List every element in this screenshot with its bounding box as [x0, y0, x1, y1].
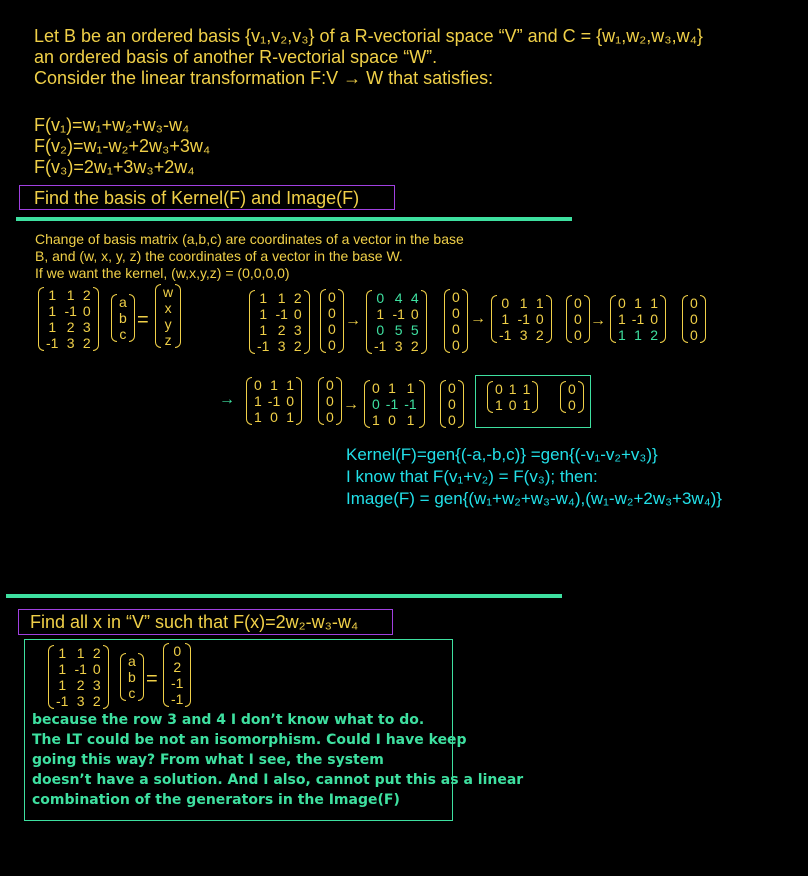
augmented-matrix-b	[366, 290, 427, 354]
matrix-entry: 0	[410, 306, 419, 322]
matrix-entry: -1	[171, 675, 184, 691]
matrix-bracket	[546, 295, 552, 343]
matrix-entry: 0	[173, 643, 182, 659]
matrix-entry: c	[119, 326, 127, 342]
matrix-entry: 0	[618, 295, 626, 311]
matrix-bracket	[700, 295, 706, 343]
matrix-entry: 1	[48, 303, 57, 319]
augmented-matrix-f	[364, 380, 425, 428]
matrix-entry: 0	[495, 381, 503, 397]
matrix-entry: 0	[535, 311, 544, 327]
matrix-entry: -1	[257, 338, 270, 354]
matrix-entry: 1	[286, 409, 295, 425]
matrix-entry: 0	[501, 295, 510, 311]
note-line: If we want the kernel, (w,x,y,z) = (0,0,0,0)	[35, 265, 290, 281]
problem-statement	[34, 26, 703, 89]
matrix-bracket	[129, 294, 135, 342]
matrix-entry: 2	[92, 645, 101, 661]
matrix-entry: 3	[293, 322, 302, 338]
matrix-entry: 2	[277, 322, 286, 338]
matrix-entry: -1	[56, 693, 69, 709]
matrix-entry: 1	[48, 287, 57, 303]
matrix-entry: a	[128, 653, 136, 669]
matrix-entry: 3	[82, 319, 91, 335]
matrix-entry: 1	[634, 295, 642, 311]
comment-line: going this way? From what I see, the system	[32, 752, 384, 768]
arrow-icon: →	[343, 396, 359, 413]
matrix-entry: 2	[650, 327, 659, 343]
matrix-entry: 1	[58, 661, 67, 677]
matrix-entry: 1	[376, 306, 385, 322]
matrix-entry: 5	[394, 322, 403, 338]
matrix-entry: 0	[328, 337, 336, 353]
matrix-entry: 1	[76, 645, 85, 661]
augmented-matrix-a	[249, 290, 310, 354]
matrix-entry: 1	[388, 380, 396, 396]
kernel-answer: Kernel(F)=gen{(-a,-b,c)} =gen{(-v₁-v₂+v₃)}	[346, 445, 658, 464]
matrix-entry: 4	[394, 290, 403, 306]
matrix-entry: y	[164, 316, 172, 332]
comment-line: because the row 3 and 4 I don’t know what to do.	[32, 712, 425, 728]
image-answer: Image(F) = gen{(w₁+w₂+w₃-w₄),(w₁-w₂+2w₃+3w₄)}	[346, 489, 722, 508]
rhs-a	[320, 289, 344, 353]
vector-abc	[111, 294, 135, 342]
system-matrix	[38, 287, 99, 351]
matrix-entry: 2	[82, 335, 91, 351]
work-notes	[35, 231, 464, 282]
augmented-matrix-d	[610, 295, 666, 343]
matrix-entry: 0	[326, 377, 334, 393]
equation: F(v₁)=w₁+w₂+w₃-w₄	[34, 115, 190, 135]
matrix-entry: 1	[254, 409, 262, 425]
problem-line: Consider the linear transformation F:V → W that satisfies:	[34, 68, 494, 88]
augmented-matrix-g	[487, 381, 538, 413]
matrix-entry: 0	[448, 412, 456, 428]
matrix-bracket	[421, 290, 427, 354]
rhs-vector-2	[163, 643, 191, 707]
vector-wxyz	[155, 284, 181, 348]
problem-line: Let B be an ordered basis {v₁,v₂,v₃} of a R-vectorial space “V” and C = {w₁,w₂,w₃,w₄}	[34, 26, 703, 46]
matrix-entry: 0	[448, 380, 456, 396]
comment-line: doesn’t have a solution. And I also, cannot put this as a linear	[32, 772, 524, 788]
matrix-entry: 0	[690, 311, 698, 327]
matrix-entry: 0	[328, 289, 336, 305]
matrix-entry: 0	[92, 661, 101, 677]
matrix-entry: 0	[448, 396, 456, 412]
matrix-entry: 3	[76, 693, 85, 709]
matrix-entry: -1	[267, 393, 281, 409]
matrix-entry: 0	[690, 327, 698, 343]
matrix-entry: 0	[574, 327, 582, 343]
matrix-entry: 0	[508, 397, 517, 413]
matrix-entry: 0	[388, 412, 396, 428]
matrix-entry: 1	[286, 377, 295, 393]
arrow-icon: →	[219, 391, 235, 408]
matrix-entry: 0	[568, 381, 576, 397]
matrix-entry: 0	[372, 380, 380, 396]
matrix-entry: c	[128, 685, 136, 701]
matrix-bracket	[338, 289, 344, 353]
matrix-bracket	[532, 381, 538, 413]
matrix-entry: 1	[270, 377, 278, 393]
note-line: B, and (w, x, y, z) the coordinates of a vector in the base W.	[35, 248, 403, 264]
matrix-entry: 3	[92, 677, 101, 693]
matrix-entry: 1	[58, 645, 67, 661]
matrix-entry: 1	[254, 393, 262, 409]
matrix-entry: 3	[519, 327, 528, 343]
matrix-entry: 1	[495, 397, 503, 413]
matrix-entry: 0	[293, 306, 302, 322]
matrix-entry: 1	[277, 290, 286, 306]
matrix-entry: 0	[574, 311, 582, 327]
matrix-entry: -1	[385, 396, 399, 412]
matrix-entry: 2	[66, 319, 75, 335]
matrix-entry: 0	[254, 377, 262, 393]
matrix-entry: x	[164, 300, 172, 316]
matrix-entry: -1	[404, 396, 417, 412]
rhs-c	[566, 295, 590, 343]
matrix-bracket	[660, 295, 666, 343]
matrix-entry: 1	[406, 412, 415, 428]
matrix-entry: 2	[535, 327, 544, 343]
matrix-entry: 4	[410, 290, 419, 306]
matrix-entry: 2	[76, 677, 85, 693]
matrix-entry: 1	[634, 327, 642, 343]
note-line: Change of basis matrix (a,b,c) are coordinates of a vector in the base	[35, 231, 464, 247]
matrix-entry: 0	[452, 289, 460, 305]
matrix-entry: 1	[618, 311, 626, 327]
matrix-bracket	[138, 653, 144, 701]
matrix-entry: 1	[259, 306, 268, 322]
matrix-entry: 1	[259, 290, 268, 306]
matrix-bracket	[336, 377, 342, 425]
matrix-entry: 0	[326, 393, 334, 409]
matrix-bracket	[578, 381, 584, 413]
matrix-entry: 0	[452, 305, 460, 321]
matrix-entry: -1	[374, 338, 387, 354]
matrix-entry: 5	[410, 322, 419, 338]
augmented-matrix-e	[246, 377, 302, 425]
matrix-entry: 2	[410, 338, 419, 354]
matrix-bracket	[462, 289, 468, 353]
matrix-entry: b	[119, 310, 127, 326]
arrow-icon: →	[590, 312, 606, 329]
matrix-bracket	[175, 284, 181, 348]
answer-1	[346, 444, 722, 510]
augmented-matrix-c	[491, 295, 552, 343]
matrix-entry: -1	[64, 303, 77, 319]
equation: F(v₂)=w₁-w₂+2w₃+3w₄	[34, 136, 211, 156]
equations	[34, 115, 210, 178]
matrix-entry: -1	[392, 306, 405, 322]
matrix-entry: 1	[501, 311, 510, 327]
matrix-entry: 1	[522, 381, 531, 397]
rhs-b	[444, 289, 468, 353]
arrow-icon: →	[470, 310, 486, 327]
matrix-entry: 0	[326, 409, 334, 425]
matrix-entry: 1	[618, 327, 626, 343]
matrix-entry: -1	[74, 661, 87, 677]
matrix-entry: 1	[66, 287, 75, 303]
matrix-entry: 0	[376, 322, 385, 338]
matrix-entry: 0	[376, 290, 385, 306]
question-1: Find the basis of Kernel(F) and Image(F)	[19, 185, 395, 210]
matrix-entry: b	[128, 669, 136, 685]
matrix-entry: 0	[574, 295, 582, 311]
matrix-entry: 1	[522, 397, 531, 413]
matrix-entry: 1	[48, 319, 57, 335]
equals-sign: =	[137, 309, 149, 331]
matrix-bracket	[419, 380, 425, 428]
matrix-bracket	[93, 287, 99, 351]
matrix-entry: 0	[452, 337, 460, 353]
matrix-bracket	[103, 645, 109, 709]
matrix-entry: -1	[517, 311, 530, 327]
matrix-entry: 1	[508, 381, 517, 397]
matrix-entry: 2	[92, 693, 101, 709]
matrix-entry: -1	[275, 306, 288, 322]
matrix-bracket	[185, 643, 191, 707]
rhs-g	[560, 381, 584, 413]
matrix-entry: 0	[270, 409, 278, 425]
equals-sign: =	[146, 668, 158, 690]
matrix-entry: 0	[328, 305, 336, 321]
matrix-entry: 3	[394, 338, 403, 354]
matrix-entry: z	[164, 332, 172, 348]
matrix-entry: 2	[293, 338, 302, 354]
matrix-entry: -1	[171, 691, 184, 707]
matrix-entry: w	[163, 284, 174, 300]
rhs-f	[440, 380, 464, 428]
matrix-entry: 1	[650, 295, 659, 311]
matrix-entry: 1	[259, 322, 268, 338]
equation: F(v₃)=2w₁+3w₃+2w₄	[34, 157, 195, 177]
rhs-d	[682, 295, 706, 343]
answer-note: I know that F(v₁+v₂) = F(v₃); then:	[346, 467, 598, 486]
system-matrix-2	[48, 645, 109, 709]
matrix-entry: 0	[286, 393, 295, 409]
matrix-entry: 3	[277, 338, 286, 354]
comment-line: The LT could be not an isomorphism. Could I have keep	[32, 732, 467, 748]
matrix-entry: 1	[535, 295, 544, 311]
matrix-entry: -1	[46, 335, 59, 351]
matrix-entry: 0	[372, 396, 380, 412]
matrix-entry: 0	[82, 303, 91, 319]
matrix-bracket	[304, 290, 310, 354]
matrix-entry: 2	[293, 290, 302, 306]
problem-line: an ordered basis of another R-vectorial space “W”.	[34, 47, 438, 67]
matrix-entry: 0	[650, 311, 659, 327]
matrix-entry: -1	[499, 327, 512, 343]
matrix-bracket	[458, 380, 464, 428]
divider	[6, 594, 562, 598]
rhs-e	[318, 377, 342, 425]
matrix-entry: 0	[452, 321, 460, 337]
matrix-entry: 1	[519, 295, 528, 311]
matrix-entry: 0	[690, 295, 698, 311]
matrix-entry: 0	[328, 321, 336, 337]
matrix-bracket	[584, 295, 590, 343]
matrix-entry: 0	[568, 397, 576, 413]
matrix-entry: 2	[82, 287, 91, 303]
question-2: Find all x in “V” such that F(x)=2w₂-w₃-w₄	[18, 609, 393, 635]
divider	[16, 217, 572, 221]
matrix-entry: 1	[58, 677, 67, 693]
matrix-entry: 1	[372, 412, 380, 428]
comment-line: combination of the generators in the Image(F)	[32, 792, 400, 808]
comments	[32, 710, 523, 810]
matrix-entry: 2	[173, 659, 182, 675]
vector-abc-2	[120, 653, 144, 701]
matrix-entry: 1	[406, 380, 415, 396]
matrix-entry: -1	[631, 311, 645, 327]
matrix-bracket	[296, 377, 302, 425]
matrix-entry: a	[119, 294, 127, 310]
matrix-entry: 3	[66, 335, 75, 351]
arrow-icon: →	[345, 312, 361, 329]
